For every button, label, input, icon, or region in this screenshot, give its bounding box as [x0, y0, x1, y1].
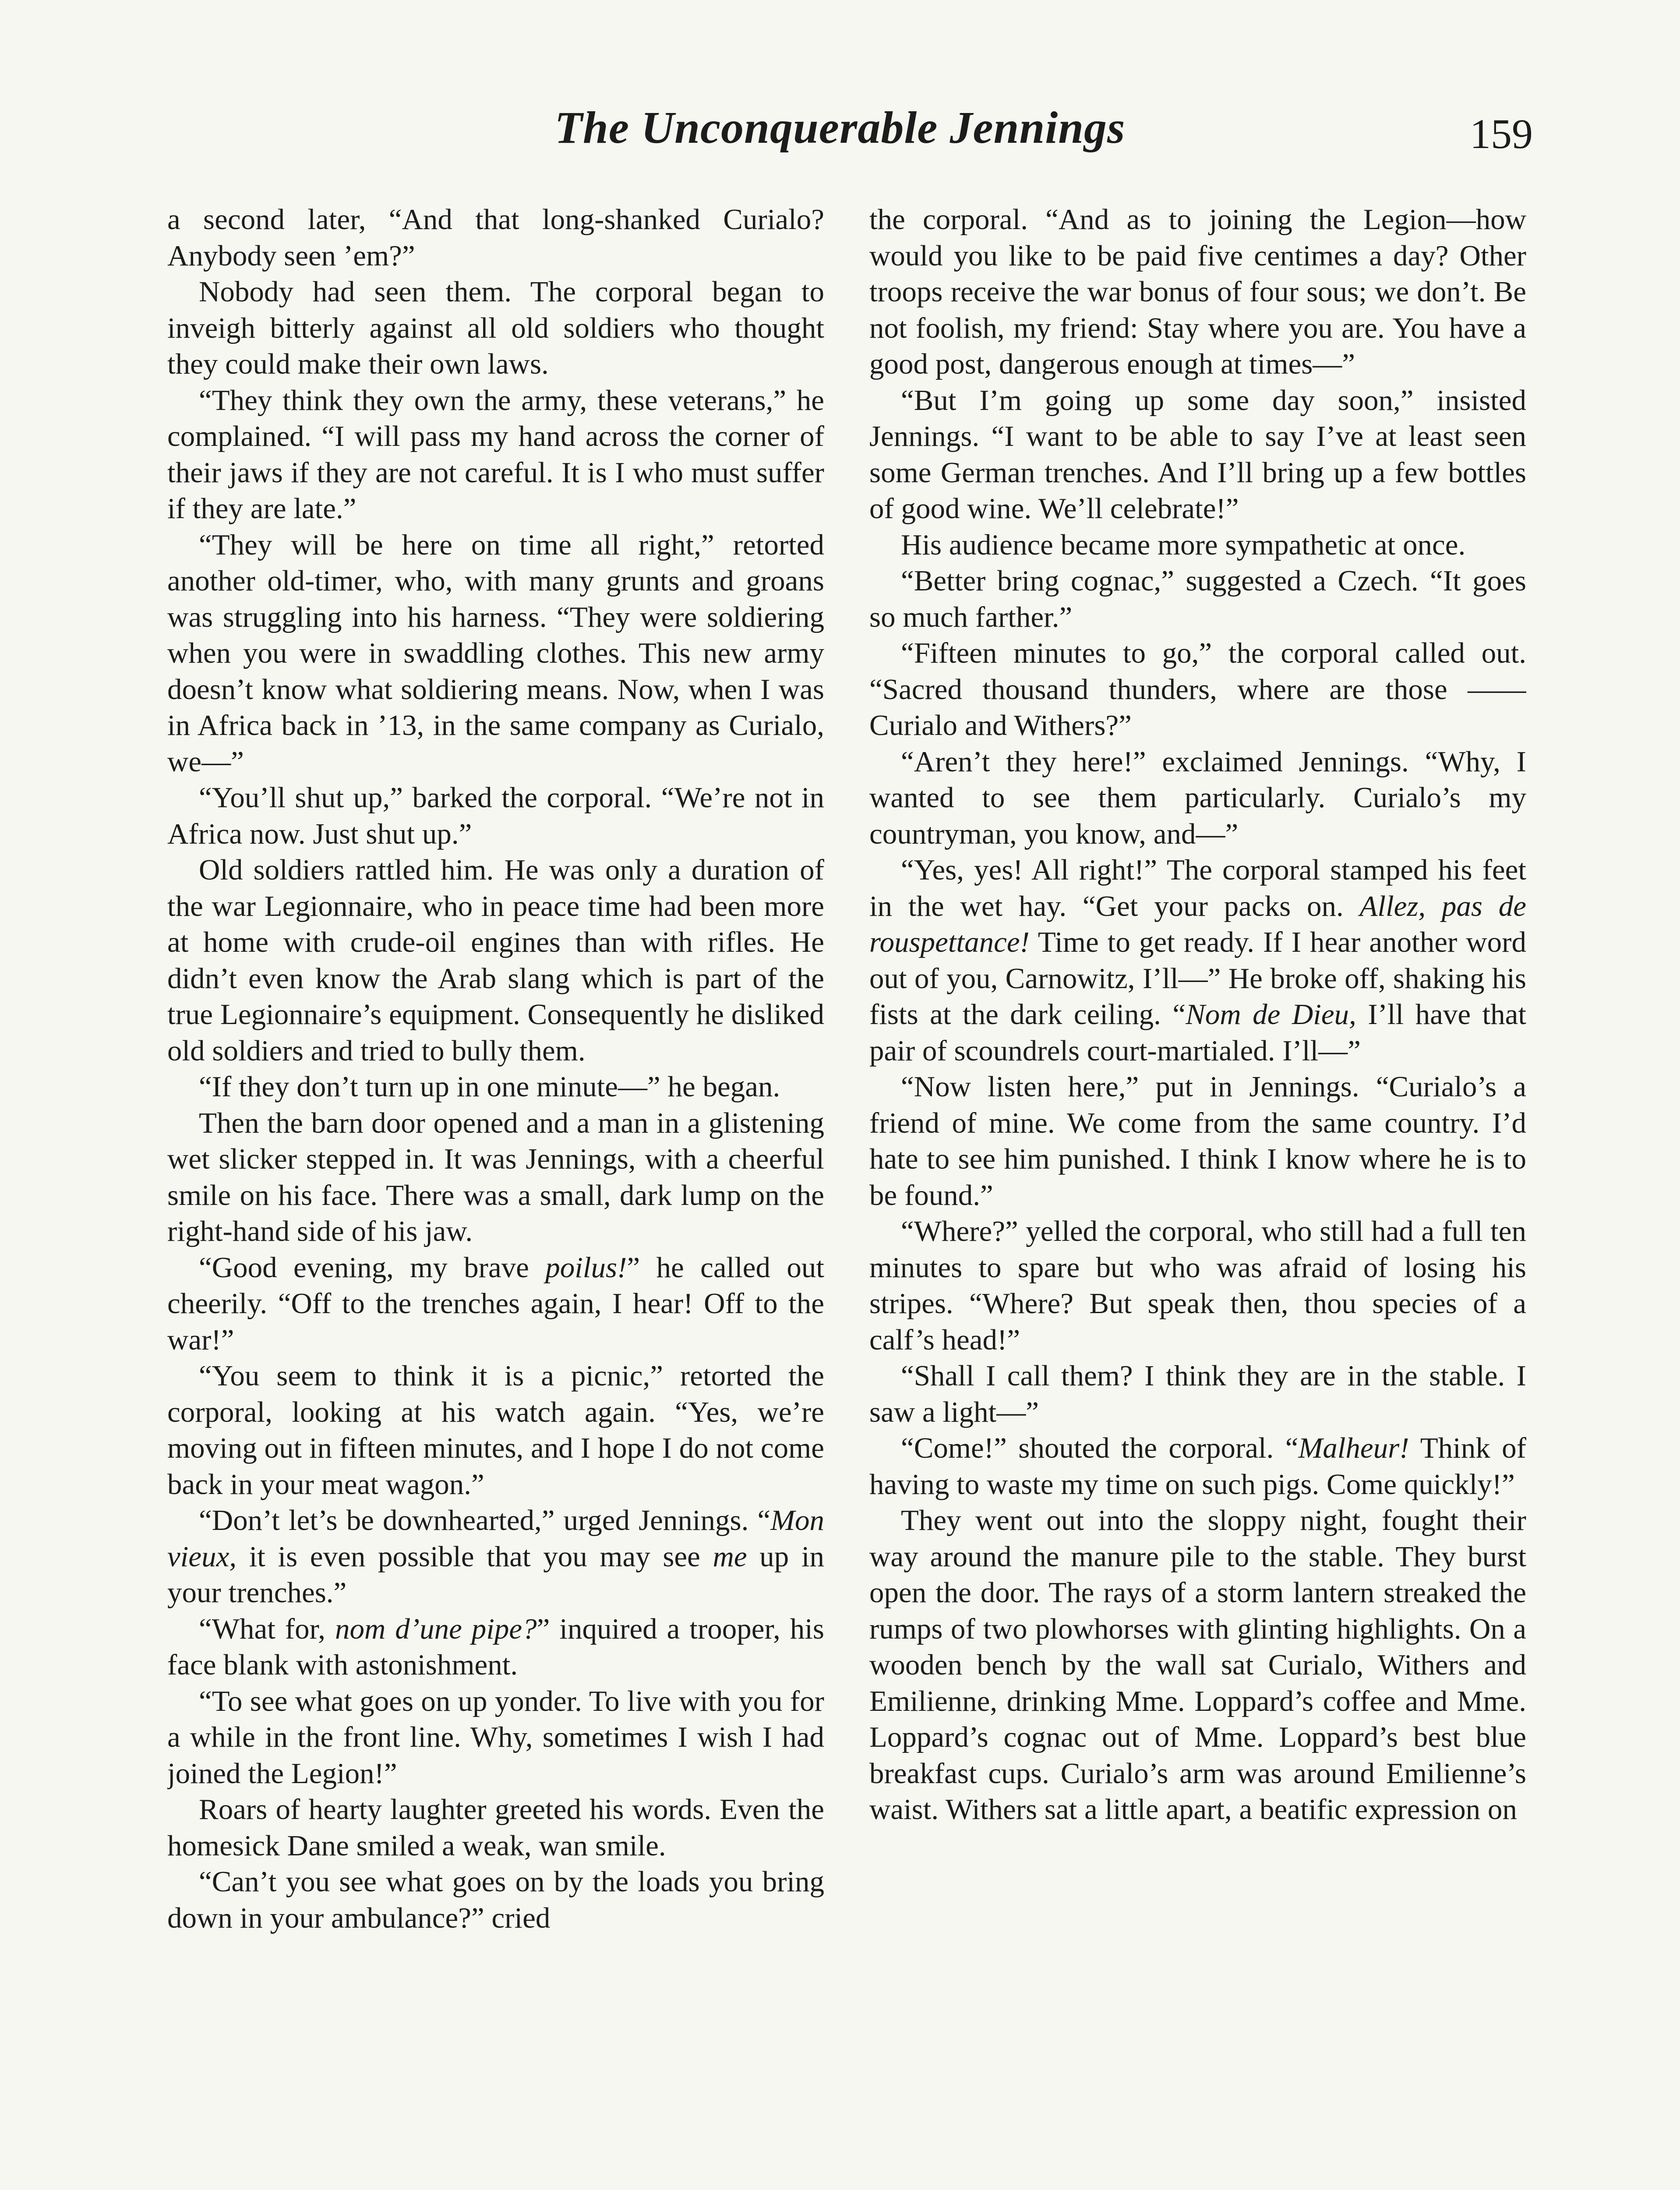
paragraph: [167, 780, 824, 852]
paragraph: [869, 1502, 1526, 1828]
text-run: His audience became more sympathetic at once.: [901, 528, 1466, 561]
paragraph: [167, 274, 824, 382]
paragraph: [869, 1430, 1526, 1502]
paragraph: [167, 852, 824, 1069]
paragraph: [167, 1358, 824, 1502]
right-text-column: [869, 201, 1526, 2190]
text-run: Old soldiers rattled him. He was only a duration of the war Legionnaire, who in peace time had been more at home with crude-oil engines than with rifles. He didn’t even know the Arab slang which is part of the true Legionnaire’s equipment. Consequently he disliked old soldiers and tried to bully them.: [167, 854, 824, 1067]
paragraph: [869, 635, 1526, 744]
paragraph: [869, 382, 1526, 527]
paragraph: [869, 852, 1526, 1069]
text-run: the corporal. “And as to joining the Legion—how would you like to be paid five centimes a day? Other troops receive the war bonus of four sous; we don’t. Be not foolish, my friend: Stay where you are. You have a good post, dangerous enough at times—”: [869, 203, 1526, 380]
paragraph: [167, 1791, 824, 1864]
text-run: Roars of hearty laughter greeted his words. Even the homesick Dane smiled a weak, wan smile.: [167, 1793, 824, 1862]
paragraph: [869, 1069, 1526, 1213]
paragraph: [167, 1069, 824, 1105]
paragraph: [869, 527, 1526, 563]
text-run: Time to get ready. If I hear another word out of you, Carnowitz, I’ll—” He broke off, shaking his fists at the dark ceiling. “: [869, 926, 1526, 1031]
italic-text: poilus!: [545, 1251, 627, 1284]
text-run: “To see what goes on up yonder. To live with you for a while in the front line. Why, sometimes I wish I had joined the Legion!”: [167, 1685, 824, 1790]
text-run: “Fifteen minutes to go,” the corporal called out. “Sacred thousand thunders, where are those —— Curialo and Withers?”: [869, 637, 1526, 742]
text-run: up in your trenches.”: [167, 1540, 824, 1609]
text-run: “Don’t let’s be downhearted,” urged Jennings. “: [199, 1504, 771, 1537]
text-run: “They will be here on time all right,” retorted another old-timer, who, with many grunts and groans was struggling into his harness. “They were soldiering when you were in swaddling clothes. This new army doesn’t know what soldiering means. Now, when I was in Africa back in ’13, in the same company as Curialo, we—”: [167, 528, 824, 778]
page-number: 159: [1470, 110, 1533, 157]
italic-text: Malheur!: [1298, 1432, 1409, 1464]
text-run: “Can’t you see what goes on by the loads you bring down in your ambulance?” cried: [167, 1865, 824, 1934]
text-run: I’ll have that pair of scoundrels court-martialed. I’ll—”: [869, 998, 1526, 1067]
italic-text: Allez, pas de rouspettance!: [869, 890, 1526, 958]
text-run: “They think they own the army, these veterans,” he complained. “I will pass my hand across the corner of their jaws if they are not careful. It is I who must suffer if they are late.”: [167, 384, 824, 525]
text-run: “Shall I call them? I think they are in the stable. I saw a light—”: [869, 1360, 1526, 1428]
paragraph: [167, 527, 824, 780]
text-run: “You seem to think it is a picnic,” retorted the corporal, looking at his watch again. “Yes, we’re moving out in fifteen minutes, and I hope I do not come back in your meat wagon.”: [167, 1360, 824, 1501]
text-run: “Where?” yelled the corporal, who still had a full ten minutes to spare but who was afraid of losing his stripes. “Where? But speak then, thou species of a calf’s head!”: [869, 1215, 1526, 1356]
text-run: “But I’m going up some day soon,” insisted Jennings. “I want to be able to say I’ve at least seen some German trenches. And I’ll bring up a few bottles of good wine. We’ll celebrate!”: [869, 384, 1526, 525]
paragraph: [167, 1250, 824, 1358]
text-run: ” he called out cheerily. “Off to the trenches again, I hear! Off to the war!”: [167, 1251, 824, 1356]
paragraph: [869, 201, 1526, 382]
text-run: “Come!” shouted the corporal. “: [901, 1432, 1299, 1464]
paragraph: [869, 1358, 1526, 1430]
paragraph: [167, 201, 824, 274]
paragraph: [167, 1502, 824, 1611]
paragraph: [167, 1683, 824, 1792]
text-run: it is even possible that you may see: [236, 1540, 713, 1573]
text-run: “If they don’t turn up in one minute—” he began.: [199, 1070, 780, 1103]
italic-text: Mon vieux,: [167, 1504, 824, 1573]
text-run: Think of having to waste my time on such pigs. Come quickly!”: [869, 1432, 1526, 1501]
paragraph: [167, 1864, 824, 1936]
paragraph: [869, 744, 1526, 852]
text-run: Then the barn door opened and a man in a glistening wet slicker stepped in. It was Jennings, with a cheerful smile on his face. There was a small, dark lump on the right-hand side of his jaw.: [167, 1106, 824, 1247]
paragraph: [167, 1105, 824, 1250]
paragraph: [869, 1213, 1526, 1358]
text-run: “What for,: [199, 1612, 335, 1645]
italic-text: nom d’une pipe?: [335, 1612, 537, 1645]
text-run: “Aren’t they here!” exclaimed Jennings. “Why, I wanted to see them particularly. Curialo’s my countryman, you know, and—”: [869, 745, 1526, 850]
left-text-column: [167, 201, 824, 2190]
paragraph: [869, 563, 1526, 635]
running-title: The Unconquerable Jennings: [554, 102, 1126, 153]
paragraph: [167, 382, 824, 527]
text-run: “You’ll shut up,” barked the corporal. “We’re not in Africa now. Just shut up.”: [167, 781, 824, 850]
text-run: Nobody had seen them. The corporal began to inveigh bitterly against all old soldiers who thought they could make their own laws.: [167, 276, 824, 380]
text-run: ” inquired a trooper, his face blank with astonishment.: [167, 1612, 824, 1681]
text-run: They went out into the sloppy night, fought their way around the manure pile to the stable. They burst open the door. The rays of a storm lantern streaked the rumps of two plowhorses with glinting highlights. On a wooden bench by the wall sat Curialo, Withers and Emilienne, drinking Mme. Loppard’s coffee and Mme. Loppard’s cognac out of Mme. Loppard’s best blue breakfast cups. Curialo’s arm was around Emilienne’s waist. Withers sat a little apart, a beatific expression on: [869, 1504, 1526, 1826]
paragraph: [167, 1611, 824, 1683]
text-run: a second later, “And that long-shanked Curialo? Anybody seen ’em?”: [167, 203, 824, 272]
text-run: “Now listen here,” put in Jennings. “Curialo’s a friend of mine. We come from the same country. I’d hate to see him punished. I think I know where he is to be found.”: [869, 1070, 1526, 1212]
text-run: “Good evening, my brave: [199, 1251, 546, 1284]
text-run: “Yes, yes! All right!” The corporal stamped his feet in the wet hay. “Get your packs on.: [869, 854, 1526, 922]
text-run: “Better bring cognac,” suggested a Czech. “It goes so much farther.”: [869, 565, 1526, 633]
italic-text: Nom de Dieu,: [1186, 998, 1356, 1031]
italic-text: me: [713, 1540, 747, 1573]
